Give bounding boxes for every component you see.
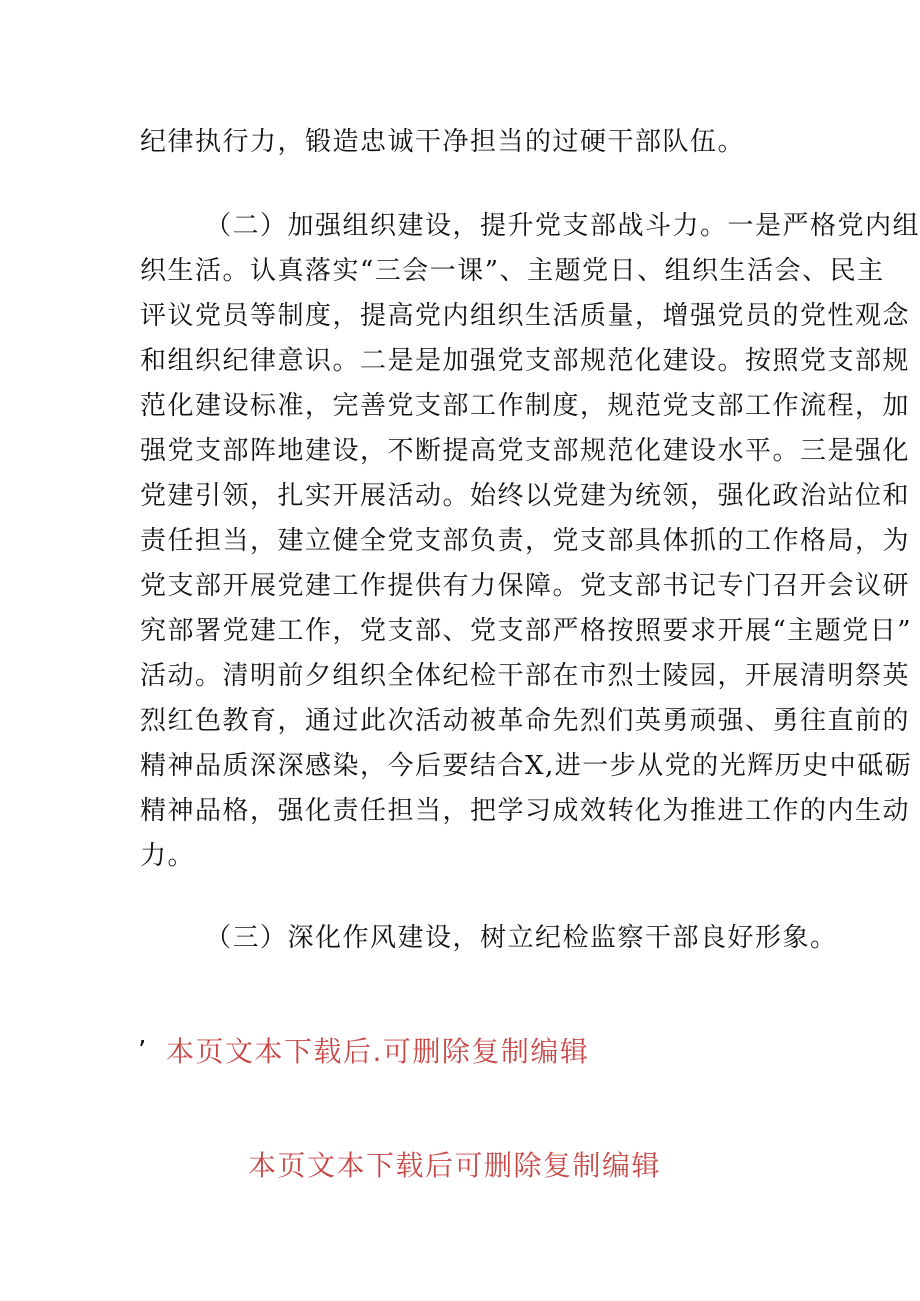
paragraph-2-line-7: 党建引领，扎实开展活动。始终以党建为统领，强化政治站位和 xyxy=(140,481,911,511)
paragraph-1-line-1: 纪律执行力，锻造忠诚干净担当的过硬干部队伍。 xyxy=(140,127,746,157)
paragraph-2-line-15: 力。 xyxy=(140,841,196,871)
paragraph-2-line-4: 和组织纪律意识。二是是加强党支部规范化建设。按照党支部规 xyxy=(140,346,911,376)
paragraph-2-line-11: 活动。清明前夕组织全体纪检干部在市烈士陵园，开展清明祭英 xyxy=(140,661,911,691)
paragraph-2-line-9: 党支部开展党建工作提供有力保障。党支部书记专门召开会议研 xyxy=(140,571,911,601)
watermark-notice-2: 本页文本下载后可删除复制编辑 xyxy=(248,1149,662,1182)
paragraph-2-line-6: 强党支部阵地建设，不断提高党支部规范化建设水平。三是强化 xyxy=(140,436,911,466)
paragraph-2-line-10: 究部署党建工作，党支部、党支部严格按照要求开展“主题党日” xyxy=(140,616,913,646)
stray-mark: ’ xyxy=(138,1036,147,1066)
paragraph-2-line-13: 精神品质深深感染，今后要结合X,进一步从党的光辉历史中砥砺 xyxy=(140,751,913,781)
section-3-heading: （三）深化作风建设，树立纪检监察干部良好形象。 xyxy=(205,923,838,953)
paragraph-2-line-5: 范化建设标准，完善党支部工作制度，规范党支部工作流程，加 xyxy=(140,391,911,421)
paragraph-2-line-1: （二）加强组织建设，提升党支部战斗力。一是严格党内组 xyxy=(205,211,920,241)
paragraph-2-line-2: 织生活。认真落实“三会一课”、主题党日、组织生活会、民主 xyxy=(140,256,885,286)
paragraph-2-line-14: 精神品格，强化责任担当，把学习成效转化为推进工作的内生动 xyxy=(140,796,911,826)
paragraph-2-line-3: 评议党员等制度，提高党内组织生活质量，增强党员的党性观念 xyxy=(140,301,911,331)
watermark-notice-1: 本页文本下载后.可删除复制编辑 xyxy=(166,1035,590,1068)
paragraph-2-line-12: 烈红色教育，通过此次活动被革命先烈们英勇顽强、勇往直前的 xyxy=(140,706,911,736)
paragraph-2-line-8: 责任担当，建立健全党支部负责，党支部具体抓的工作格局，为 xyxy=(140,526,911,556)
